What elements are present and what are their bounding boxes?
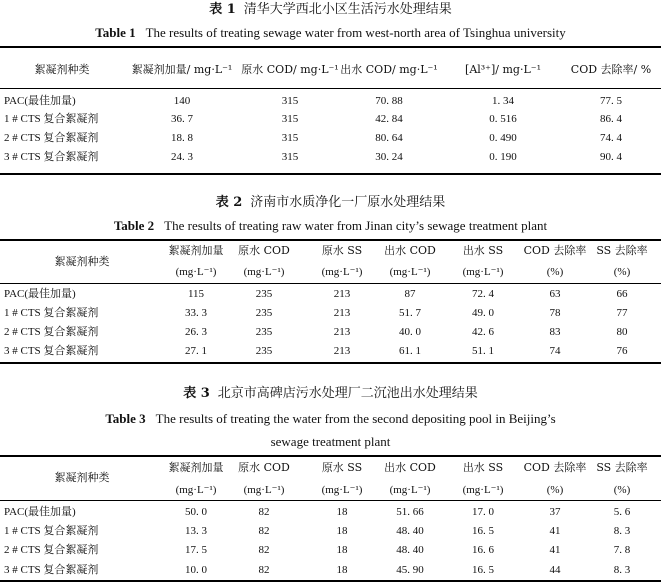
table2-header-rule <box>0 283 661 284</box>
table2-header-cell: 原水 COD <box>238 244 290 257</box>
table3-cell: 82 <box>258 544 270 556</box>
table1-title-en: The results of treating sewage water from west-north area of Tsinghua university <box>145 25 566 40</box>
table2-header-cell: 出水 COD <box>384 244 436 257</box>
table3-top-rule <box>0 455 661 457</box>
table3-row-label: 1 # CTS 复合絮凝剂 <box>4 525 99 537</box>
table2-cell: 61. 1 <box>399 345 421 357</box>
table3-header-cell: 絮凝剂加量 <box>168 461 224 474</box>
table2-header-cell: 出水 SS <box>462 244 504 257</box>
table2-cell: 213 <box>333 345 351 357</box>
table3-unit-cell: (mg·L⁻¹) <box>389 484 431 496</box>
table3-title-cn: 北京市高碑店污水处理厂二沉池出水处理结果 <box>217 386 478 401</box>
table1-caption-en <box>0 25 661 41</box>
table2-bottom-rule <box>0 362 661 364</box>
table1-cell: 86. 4 <box>600 113 622 125</box>
table1-cell: 74. 4 <box>600 132 622 144</box>
table2-unit-cell: (mg·L⁻¹) <box>321 266 363 278</box>
table3-cell: 17. 5 <box>185 544 207 556</box>
table1-header-cell: 出水 COD/ mg·L⁻¹ <box>340 63 438 76</box>
table2-header-cell: SS 去除率 <box>596 244 648 257</box>
table3-cell: 45. 90 <box>396 564 424 576</box>
table1-header-cell: [Al³⁺]/ mg·L⁻¹ <box>465 63 541 76</box>
table1-cell: 42. 84 <box>375 113 403 125</box>
table1-header-rule <box>0 88 661 89</box>
table3-cell: 51. 66 <box>396 506 424 518</box>
table1-cell: 315 <box>281 95 299 107</box>
table2-cell: 51. 7 <box>399 307 421 319</box>
table3-row-label: 3 # CTS 复合絮凝剂 <box>4 564 99 576</box>
table3-unit-cell: (mg·L⁻¹) <box>175 484 217 496</box>
table2-cell: 235 <box>255 326 273 338</box>
table2-cell: 72. 4 <box>472 288 494 300</box>
table3-cell: 41 <box>549 525 561 537</box>
table2-cell: 83 <box>549 326 561 338</box>
table3-cell: 82 <box>258 525 270 537</box>
table1-cell: 1. 34 <box>492 95 514 107</box>
table2-cell: 42. 6 <box>472 326 494 338</box>
table2-cell: 77 <box>616 307 628 319</box>
table3-number-en: Table 3 <box>105 411 146 426</box>
table3-row-label: 2 # CTS 复合絮凝剂 <box>4 544 99 556</box>
table2-cell: 235 <box>255 307 273 319</box>
table2-cell: 213 <box>333 307 351 319</box>
table1-header-cell: 絮凝剂种类 <box>34 63 90 76</box>
table2-unit-cell: (mg·L⁻¹) <box>462 266 504 278</box>
table2-top-rule <box>0 239 661 241</box>
table2-caption-cn <box>0 195 661 211</box>
table3-caption-en-line2: sewage treatment plant <box>270 434 391 449</box>
table1-cell: 0. 190 <box>489 151 517 163</box>
table1-cell: 18. 8 <box>171 132 193 144</box>
table2-cell: 74 <box>549 345 561 357</box>
table3-cell: 8. 3 <box>613 525 631 537</box>
table1-bottom-rule <box>0 173 661 175</box>
table3-title-en: The results of treating the water from the second depositing pool in Beijing’s <box>155 411 556 426</box>
table3-cell: 82 <box>258 506 270 518</box>
table3-header-cell: 絮凝剂种类 <box>54 472 110 484</box>
table3-cell: 18 <box>336 564 348 576</box>
table3-cell: 18 <box>336 525 348 537</box>
table2-unit-cell: (mg·L⁻¹) <box>389 266 431 278</box>
table3-cell: 48. 40 <box>396 544 424 556</box>
table2-unit-cell: (mg·L⁻¹) <box>175 266 217 278</box>
table2-unit-cell: (%) <box>546 266 564 278</box>
table2-cell: 213 <box>333 288 351 300</box>
table3-cell: 16. 6 <box>472 544 494 556</box>
table1-cell: 140 <box>173 95 191 107</box>
table3-unit-cell: (%) <box>613 484 631 496</box>
table1-number-en: Table 1 <box>95 25 136 40</box>
table3-unit-cell: (%) <box>546 484 564 496</box>
table1-cell: 315 <box>281 113 299 125</box>
table2-title-en: The results of treating raw water from Jinan city’s sewage treatment plant <box>164 218 548 233</box>
table1-header-cell: 絮凝剂加量/ mg·L⁻¹ <box>131 63 233 76</box>
table1-cell: 0. 490 <box>489 132 517 144</box>
table2-cell: 78 <box>549 307 561 319</box>
table1-cell: 0. 516 <box>489 113 517 125</box>
table3-cell: 44 <box>549 564 561 576</box>
table1-cell: 315 <box>281 132 299 144</box>
table3-cell: 13. 3 <box>185 525 207 537</box>
table3-cell: 5. 6 <box>613 506 631 518</box>
table2-unit-cell: (%) <box>613 266 631 278</box>
table2-cell: 26. 3 <box>185 326 207 338</box>
table3-cell: 18 <box>336 506 348 518</box>
table1-cell: 30. 24 <box>375 151 403 163</box>
table2-caption-en <box>0 218 661 234</box>
table3-cell: 50. 0 <box>185 506 207 518</box>
table1-cell: 90. 4 <box>600 151 622 163</box>
table2-header-cell: 絮凝剂加量 <box>168 244 224 257</box>
table1-row-label: PAC(最佳加量) <box>4 95 76 107</box>
table2-cell: 27. 1 <box>185 345 207 357</box>
table3-cell: 7. 8 <box>613 544 631 556</box>
table2-row-label: 2 # CTS 复合絮凝剂 <box>4 326 99 338</box>
table2-cell: 63 <box>549 288 561 300</box>
table3-cell: 8. 3 <box>613 564 631 576</box>
table3-unit-cell: (mg·L⁻¹) <box>321 484 363 496</box>
table3-cell: 10. 0 <box>185 564 207 576</box>
table3-unit-cell: (mg·L⁻¹) <box>462 484 504 496</box>
table1-title-cn: 清华大学西北小区生活污水处理结果 <box>243 2 452 17</box>
table3-header-cell: 出水 SS <box>462 461 504 474</box>
table2-cell: 213 <box>333 326 351 338</box>
table3-cell: 16. 5 <box>472 525 494 537</box>
table1-cell: 80. 64 <box>375 132 403 144</box>
table1-row-label: 1 # CTS 复合絮凝剂 <box>4 113 99 125</box>
table2-header-cell: 絮凝剂种类 <box>54 256 110 268</box>
table3-header-cell: 出水 COD <box>384 461 436 474</box>
table2-cell: 40. 0 <box>399 326 421 338</box>
table2-cell: 235 <box>255 345 273 357</box>
table3-header-rule <box>0 500 661 501</box>
table2-number-cn: 表 2 <box>215 195 243 210</box>
table3-cell: 82 <box>258 564 270 576</box>
table2-header-cell: COD 去除率 <box>523 244 587 257</box>
table2-cell: 235 <box>255 288 273 300</box>
table2-header-cell: 原水 SS <box>321 244 363 257</box>
table3-unit-cell: (mg·L⁻¹) <box>243 484 285 496</box>
table1-header-cell: 原水 COD/ mg·L⁻¹ <box>241 63 339 76</box>
table1-caption-cn <box>0 2 661 18</box>
table3-bottom-rule <box>0 580 661 582</box>
table3-cell: 16. 5 <box>472 564 494 576</box>
table3-number-cn: 表 3 <box>183 386 210 401</box>
table2-row-label: PAC(最佳加量) <box>4 288 76 300</box>
table3-header-cell: 原水 COD <box>238 461 290 474</box>
table3-caption-en <box>0 411 661 427</box>
table2-number-en: Table 2 <box>113 218 155 233</box>
table1-row-label: 3 # CTS 复合絮凝剂 <box>4 151 99 163</box>
table3-row-label: PAC(最佳加量) <box>4 506 76 518</box>
table1-cell: 70. 88 <box>375 95 403 107</box>
table1-cell: 315 <box>281 151 299 163</box>
table1-number-cn: 表 1 <box>209 2 236 17</box>
table2-cell: 87 <box>404 288 416 300</box>
table3-cell: 41 <box>549 544 561 556</box>
table1-cell: 36. 7 <box>171 113 193 125</box>
table3-cell: 37 <box>549 506 561 518</box>
table3-header-cell: SS 去除率 <box>596 461 648 474</box>
table2-cell: 51. 1 <box>472 345 494 357</box>
table3-caption-cn <box>0 386 661 402</box>
table2-cell: 115 <box>187 288 205 300</box>
table3-cell: 17. 0 <box>472 506 494 518</box>
table1-row-label: 2 # CTS 复合絮凝剂 <box>4 132 99 144</box>
table3-cell: 18 <box>336 544 348 556</box>
table1-cell: 24. 3 <box>171 151 193 163</box>
table1-top-rule <box>0 46 661 48</box>
table3-cell: 48. 40 <box>396 525 424 537</box>
table2-cell: 76 <box>616 345 628 357</box>
table3-header-cell: 原水 SS <box>321 461 363 474</box>
table2-cell: 80 <box>616 326 628 338</box>
table1-header-cell: COD 去除率/ % <box>570 63 652 76</box>
table2-row-label: 3 # CTS 复合絮凝剂 <box>4 345 99 357</box>
table2-unit-cell: (mg·L⁻¹) <box>243 266 285 278</box>
table2-cell: 66 <box>616 288 628 300</box>
table2-cell: 49. 0 <box>472 307 494 319</box>
table3-header-cell: COD 去除率 <box>523 461 587 474</box>
table2-title-cn: 济南市水质净化一厂原水处理结果 <box>250 195 446 210</box>
table1-cell: 77. 5 <box>600 95 622 107</box>
table2-cell: 33. 3 <box>185 307 207 319</box>
table2-row-label: 1 # CTS 复合絮凝剂 <box>4 307 99 319</box>
